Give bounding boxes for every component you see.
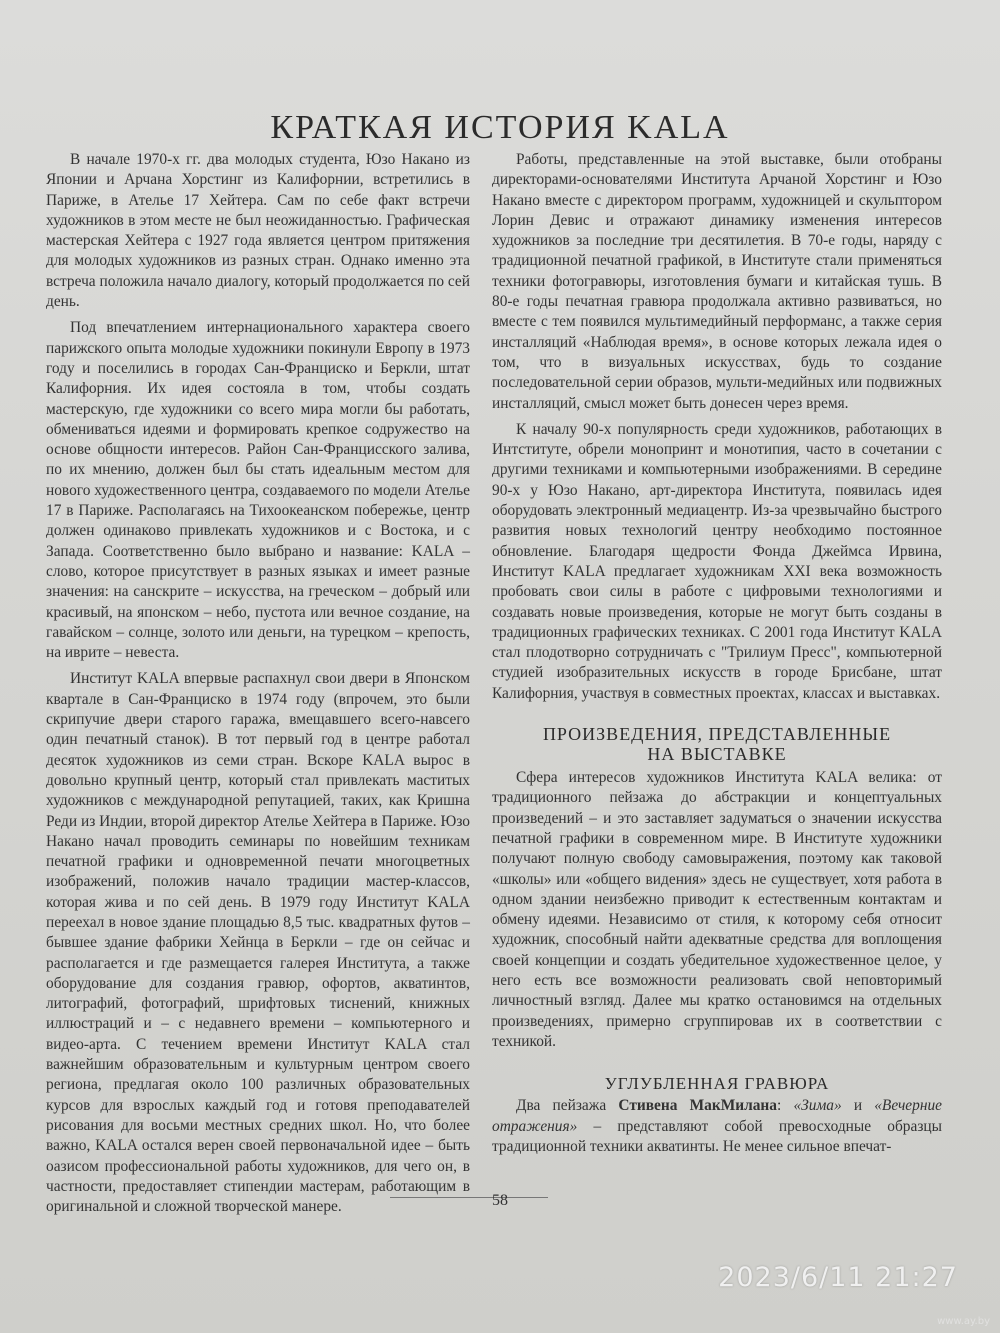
paragraph: В начале 1970-х гг. два молодых студента, Юзо Накано из Японии и Арчана Хорстинг из Калифорнии, встретились в Париже, в Ателье 17 Хейтера. Сам по себе факт встречи художников в этом месте не был неожиданностью. Графическая мастерская Хейтера с 1927 года является центром притяжения для молодых художников из разных стран. Однако именно эта встреча положила начало диалогу, который продолжается по сей день.	[46, 151, 470, 311]
right-column	[492, 150, 942, 1163]
left-column	[46, 150, 470, 1223]
text-run: – представляют собой превосходные образцы традиционной техники акватинты. Не менее сильное впечат-	[492, 1117, 942, 1156]
text-run: Два пейзажа	[516, 1097, 619, 1115]
paragraph	[492, 1096, 942, 1157]
work-title: «Вечерние отражения»	[492, 1097, 942, 1135]
page-title: КРАТКАЯ ИСТОРИЯ KALA	[270, 108, 730, 146]
author-name: Стивена МакМилана	[618, 1097, 777, 1115]
work-title: «Зима»	[793, 1097, 842, 1115]
section-heading-line: НА ВЫСТАВКЕ	[647, 744, 787, 765]
text-run: :	[777, 1097, 794, 1115]
paragraph: Сфера интересов художников Института KALA велика: от традиционного пейзажа до абстракции и концептуальных произведений – и это заставляет задуматься о значении искусства печатной графики в современном мире. В Институте художники получают полную свободу самовыражения, поэтому как таковой «школы» или «общего видения» здесь не существует, хотя работа в одном здании неизбежно приводит к естественным контактам и обмену идеями. Независимо от стиля, к которому себя относит художник, способный найти адекватные средства для воплощения своей концепции и создать убедительное художественное целое, у него есть все возможности реализовать свой неповторимый личностный взгляд. Далее мы кратко остановимся на отдельных произведениях, примерно сгруппировав их в соответствии с техникой.	[492, 769, 942, 1050]
photo-timestamp: 2023/6/11 21:27	[718, 1262, 958, 1293]
section-heading-line: ПРОИЗВЕДЕНИЯ, ПРЕДСТАВЛЕННЫЕ	[542, 724, 892, 745]
watermark: www.ay.by	[937, 1316, 990, 1327]
paragraph: Под впечатлением интернационального характера своего парижского опыта молодые художники покинули Европу в 1973 году и поселились в городах Сан-Франциско и Беркли, штат Калифорния. Их идея состояла в том, чтобы создать мастерскую, где художники со всего мира могли бы работать, обмениваться идеями и формировать крепкое содружество на основе общности интересов. Район Сан-Францисского залива, по их мнению, должен был бы стать идеальным местом для нового художественного центра, создаваемого по модели Ателье 17 в Париже. Располагаясь на Тихоокеанском побережье, центр должен одинаково привлекать художников и с Востока, и с Запада. Соответственно было выбрано и название: KALA – слово, которое присутствует в разных языках и имеет разные значения: на санскрите – искусства, на греческом – добрый или красивый, на японском – небо, пустота или вечное создание, на гавайском – солнце, золото или деньги, на турецком – крепость, на иврите – невеста.	[46, 319, 470, 662]
sub-heading: УГЛУБЛЕННАЯ ГРАВЮРА	[604, 1074, 830, 1094]
paragraph: К началу 90-х популярность среди художников, работающих в Интституте, обрели монопринт и монотипия, часто в сочетании с другими техниками и компьютерными изображениями. В середине 90-х у Юзо Накано, арт-директора Института, появилась идея оборудовать электронный медиацентр. Из-за чрезвычайно быстрого развития новых технологий центру необходимо постоянное обновление. Благодаря щедрости Фонда Джеймса Ирвина, Институт KALA предлагает художникам XXI века возможность пробовать свои силы в работе с цифровыми технологиями и создавать новые произведения, которые не могут быть созданы в традиционных графических техниках. С 2001 года Институт KALA стал плодотворно сотрудничать с "Трилиум Пресс", компьютерной студией изобразительных искусств в городе Брисбане, штат Калифорния, участвуя в совместных проектах, классах и выставках.	[492, 420, 942, 702]
paragraph: Работы, представленные на этой выставке, были отобраны директорами-основателями Института Арчаной Хорстинг и Юзо Накано вместе с директором программ, художницей и скульптором Лорин Девис и отражают динамику изменения интересов художников за последние три десятилетия. В 70-е годы, наряду с традиционной печатной графикой, в Институте стали применяться техники фотогравюры, изготовления бумаги и китайская тушь. В 80-е годы печатная гравюра продолжала активно развиваться, но вместе с тем появился мультимедийный перформанс, а также серия инсталляций «Наблюдая время», в основе которых лежала идея о том, что в визуальных искусствах, будь то создание последовательной серии образов, мульти-медийных или подвижных инсталляций, смысл может быть донесен через время.	[492, 151, 942, 412]
page-number: 58	[492, 1192, 508, 1209]
paragraph: Институт KALA впервые распахнул свои двери в Японском квартале в Сан-Франциско в 1974 году (впрочем, это были скрипучие двери старого гаража, вмещавшего всего-навсего один печатный станок). В тот первый год в центре работал десяток художников из семи стран. Вскоре KALA вырос в довольно крупный центр, который стал привлекать маститых художников с международной репутацией, таких, как Кришна Реди из Индии, второй директор Ателье Хейтера в Париже. Юзо Накано начал проводить семинары по новейшим техникам печатной графики и одновременной печати многоцветных изображений, положив начало традиции мастер-классов, которая жива и по сей день. В 1979 году Институт KALA переехал в новое здание площадью 8,5 тыс. квадратных футов – бывшее здание фабрики Хейнца в Беркли – где он сейчас и располагается и где размещается галерея Института, а также оборудование для создания гравюр, офортов, акватинтов, литографий, фотографий, шрифтовых тиснений, книжных иллюстраций и – с недавнего времени – компьютерного и видео-арта. С течением времени Институт KALA стал важнейшим образовательным и культурным центром своего региона, предлагая около 100 различных образовательных курсов для взрослых каждый год и готовя преподавателей рисования для восьми местных средних школ. Но, что более важно, KALA остался верен своей первоначальной идее – быть оазисом профессиональной работы художников, для чего он, в частности, предоставляет стипендии мастерам, работающим в оригинальной и сложной творческой манере.	[46, 670, 470, 1216]
text-run: и	[841, 1097, 875, 1115]
section-heading	[492, 724, 942, 764]
